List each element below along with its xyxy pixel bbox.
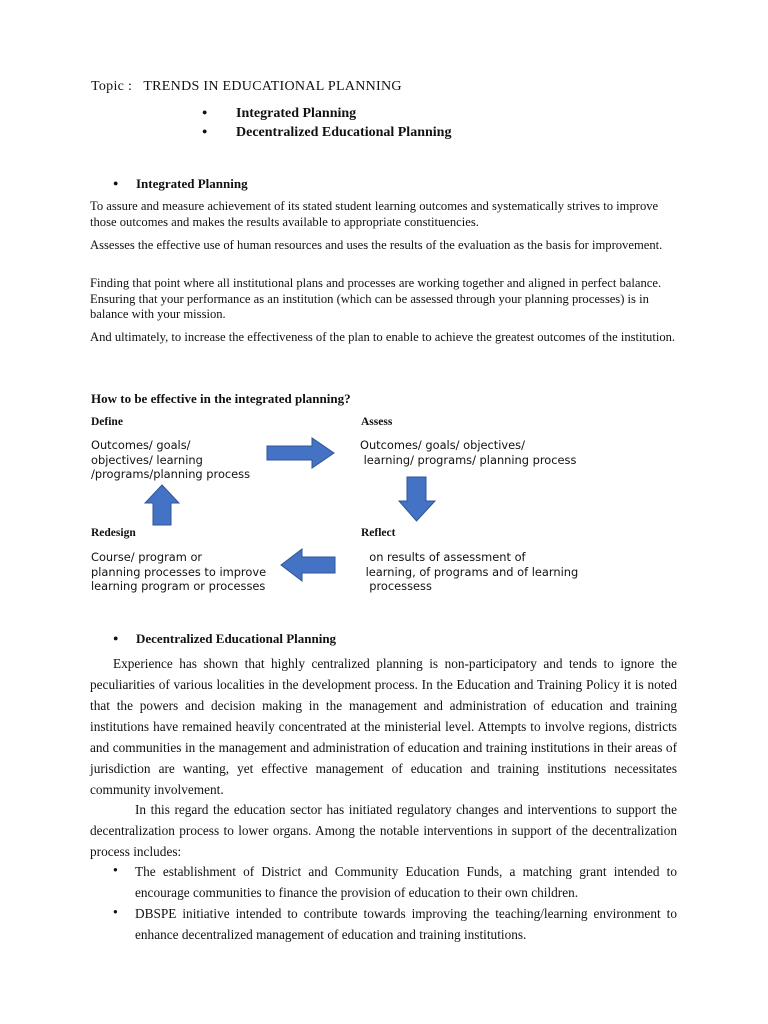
reflect-label: Reflect	[361, 527, 396, 539]
section-heading-text: Decentralized Educational Planning	[136, 631, 337, 646]
paragraph: And ultimately, to increase the effectiveness of the plan to enable to achieve the greatest outcomes of the institution.	[90, 330, 676, 344]
bullet-icon: ●	[113, 865, 118, 874]
arrow-down-icon	[398, 476, 436, 522]
paragraph: Finding that point where all institutional plans and processes are working together and aligned in perfect balance. Ensuring that your performance as an institution (which can be assessed through your planning processes) is in balance with your mission.	[90, 276, 662, 321]
reflect-text: on results of assessment of learning, of programs and of learning processess	[365, 550, 579, 594]
cycle-question: How to be effective in the integrated planning?	[91, 391, 351, 406]
section-heading-text: Integrated Planning	[136, 176, 248, 191]
bullet-icon	[202, 106, 236, 122]
redesign-label: Redesign	[91, 527, 136, 539]
redesign-text: Course/ program or planning processes to improve learning program or processes	[91, 550, 267, 594]
arrow-left-icon	[280, 548, 336, 582]
bullet-icon: ●	[113, 907, 118, 916]
bullet-icon	[113, 176, 136, 192]
paragraph: In this regard the education sector has initiated regulatory changes and interventions to support the decentralization process to lower organs. Among the notable interventions in support of the decentralization process includes:	[90, 802, 677, 859]
document-topic: Topic : TRENDS IN EDUCATIONAL PLANNING	[91, 79, 402, 94]
section-heading-decentralized	[113, 631, 336, 647]
topic-bullet-text: Integrated Planning	[236, 106, 357, 121]
assess-text: Outcomes/ goals/ objectives/ learning/ programs/ planning process	[360, 438, 577, 467]
assess-label: Assess	[361, 416, 393, 428]
paragraph: Experience has shown that highly centralized planning is non-participatory and tends to ignore the peculiarities of various localities in the development process. In the Education and Training Policy it is noted that the powers and decision making in the management and administration of education and training institutions have remained heavily concentrated at the ministerial level. Attempts to involve regions, districts and communities in the management and administration of education and training institutions in their areas of jurisdiction are wanting, yet effective management of education and training institutions necessitates community involvement.	[90, 656, 677, 797]
topic-bullet-text: Decentralized Educational Planning	[236, 125, 452, 140]
bullet-icon	[202, 125, 236, 141]
topic-bullet-1	[202, 106, 356, 122]
define-label: Define	[91, 416, 123, 428]
arrow-up-icon	[144, 484, 180, 526]
bullet-icon	[113, 631, 136, 647]
topic-bullet-2	[202, 125, 451, 141]
paragraph: To assure and measure achievement of its stated student learning outcomes and systematically strives to improve those outcomes and makes the results available to appropriate constituencies.	[90, 199, 659, 229]
section-heading-integrated	[113, 176, 248, 192]
paragraph: Assesses the effective use of human resources and uses the results of the evaluation as the basis for improvement.	[90, 238, 663, 252]
list-item: The establishment of District and Community Education Funds, a matching grant intended to encourage communities to finance the provision of education to their own children.	[135, 864, 677, 900]
list-item: DBSPE initiative intended to contribute towards improving the teaching/learning environment to enhance decentralized management of education and training institutions.	[135, 906, 677, 942]
arrow-right-icon	[266, 437, 336, 469]
define-text: Outcomes/ goals/ objectives/ learning /programs/planning process	[91, 438, 251, 482]
